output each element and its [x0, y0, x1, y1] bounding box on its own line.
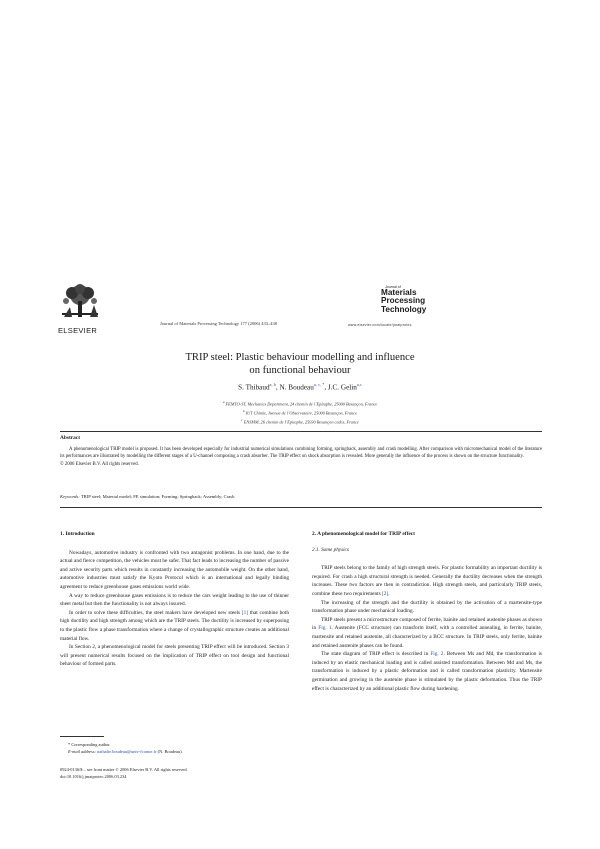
email-link[interactable]: nathalie.boudeau@univ-fcomte.fr	[97, 749, 157, 755]
ref-2-link[interactable]: [2]	[382, 590, 389, 597]
journal-citation: Journal of Materials Processing Technology 177 (2006) 433–438	[160, 321, 277, 326]
abstract-heading: Abstract	[60, 435, 81, 441]
footer	[60, 766, 320, 780]
journal-logo-line-2: Processing	[381, 296, 426, 306]
keywords-list: TRIP steel; Material model; FE simulation; Forming; Springback; Assembly; Crash	[80, 494, 235, 499]
paper-title	[60, 352, 540, 377]
author-1: S. Thibaud	[238, 383, 270, 392]
keywords-label: Keywords:	[60, 494, 80, 499]
affiliation-a: $^a$ FEMTO-ST, Mechanics Department, 24 chemin de l’Epitaphe, 25000 Besançon, France	[222, 400, 378, 407]
affiliations	[60, 399, 540, 426]
abstract-copyright: © 2006 Elsevier B.V. All rights reserved.	[60, 461, 139, 467]
publisher-name: ELSEVIER	[58, 326, 98, 335]
affiliation-c: $^c$ ENSMM, 26 chemin de l’Epitaphe, 25030 Besançon cedex, France	[241, 418, 359, 425]
physics-paragraph-4: The state diagram of TRIP effect is described in Fig. 2. Between Ms and Md, the transformation is induced by an elastic mechanical loading and is called assisted transformation. Between Md and Ms, the transformation is induced by a plastic deformation and is called transformation plasticity. Martensite germination and growing in the austenite phase is stimulated by the plastic deformation. Thus the TRIP effect is characterized by an additional plastic flow during hardening.	[312, 651, 542, 692]
author-1-affil[interactable]: a, b	[269, 382, 276, 387]
intro-paragraph-1: Nowadays, automotive industry is confronted with two antagonist problems. In one hand, due to the actual and fierce competition, the vehicles must be safer. That fact leads to increasing the number of passive and active security parts which results in constantly increasing the automobile weight. On the other hand, automotive industries must satisfy the Kyoto Protocol which is an international and legally binding agreement to reduce greenhouse gases emissions world wide.	[60, 549, 289, 590]
intro-paragraph-3: In order to solve these difficulties, the steel makers have developed new steels [1] that combine both high ductility and high strength among which are the TRIP steels. The ductility is increased by superposing to the plastic flow a phase transformation where a change of crystallographic structure creates an additional material flow.	[60, 609, 289, 642]
physics-paragraph-1: TRIP steels belong to the family of high strength steels. For plastic formability an important ductility is required. For crash a high structural strength is needed. Generally the ductility decreases when the strength increases. These two factors are then in contradiction. High strength steels, and particularly TRIP steels, combine these two requirements [2].	[312, 565, 542, 597]
elsevier-logo	[58, 283, 102, 335]
journal-logo-top: Journal of	[385, 285, 401, 289]
journal-logo-line-3: Technology	[381, 304, 427, 314]
abstract-top-rule	[60, 431, 542, 432]
fig-2-link[interactable]: Fig. 2	[430, 651, 444, 658]
section-2-heading: 2. A phenomenological model for TRIP effect	[312, 531, 415, 537]
ref-1-link[interactable]: [1]	[241, 609, 249, 616]
left-column	[60, 530, 289, 669]
intro-paragraph-2: A way to reduce greenhouse gases emissions is to reduce the cars weight leading to the use of thinner sheet metal but then the functionality is not always insured.	[60, 592, 289, 608]
footer-issn: 0924-0136/$ – see front matter © 2006 Elsevier B.V. All rights reserved.	[60, 767, 188, 772]
title-line-2: on functional behaviour	[249, 364, 351, 376]
physics-paragraph-2: The increasing of the strength and the ductility is obtained by the activation of a martensite-type transformation phase under mechanical loading.	[312, 599, 542, 615]
subsection-2-1-heading: 2.1. Some physics	[312, 546, 349, 553]
journal-logo	[381, 285, 446, 314]
author-list	[60, 382, 540, 391]
keywords	[60, 494, 542, 499]
abstract	[60, 435, 542, 468]
physics-paragraph-3: TRIP steels present a microstructure composed of ferrite, bainite and retained austenite phases as shown in Fig. 1. Austenite (FCC structure) can transform itself, with a controlled annealing, in ferrite, bainite, martensite and retained austenite, all characterized by a BCC structure. In TRIP steels, only ferrite, bainite and retained austenite phases can be found.	[312, 616, 542, 649]
footnote	[60, 741, 289, 756]
author-2: , N. Boudeau	[275, 383, 314, 392]
footnote-rule	[60, 736, 104, 737]
footer-doi[interactable]: doi:10.1016/j.jmatprotec.2006.03.234	[60, 774, 127, 780]
title-line-1: TRIP steel: Plastic behaviour modelling and influence	[185, 352, 415, 363]
affiliation-b: $^b$ IUT Chimie, Avenue de l’Observatoire, 25000 Besançon, France	[242, 409, 358, 416]
journal-website[interactable]: www.elsevier.com/locate/jmatprotec	[348, 323, 412, 327]
intro-paragraph-4: In Section 2, a phenomenological model for steels presenting TRIP effect will be introduced. Section 3 will present numerical results focused on the implication of TRIP effect on tool design and functional behaviour of formed parts.	[60, 644, 289, 668]
journal-logo-line-1: Materials	[381, 288, 417, 297]
fig-1-link[interactable]: Fig. 1	[318, 625, 332, 632]
footnote-email: E-mail address: nathalie.boudeau@univ-fcomte.fr (N. Boudeau).	[68, 749, 183, 755]
right-column	[312, 530, 542, 693]
abstract-body: A phenomenological TRIP model is proposed. It has been developed especially for industrial numerical simulations combining forming, springback, assembly and crash modelling. After comparison with micromechanical model of the literature its performances are illustrated by modelling the different stages of a U-channel composing a crash absorber. The TRIP effect on shock absorption is revealed. More generally the influence of the process is shown on the structure functionality.	[60, 447, 542, 460]
author-2-affil[interactable]: a, c, *	[313, 382, 325, 387]
section-1-heading: 1. Introduction	[60, 531, 95, 537]
abstract-bottom-rule	[60, 507, 542, 508]
author-3-affil[interactable]: a,c	[356, 382, 362, 387]
footnote-author: * Corresponding author.	[68, 742, 111, 747]
elsevier-tree-icon	[58, 283, 102, 321]
author-3: , J.C. Gelin	[324, 383, 357, 392]
